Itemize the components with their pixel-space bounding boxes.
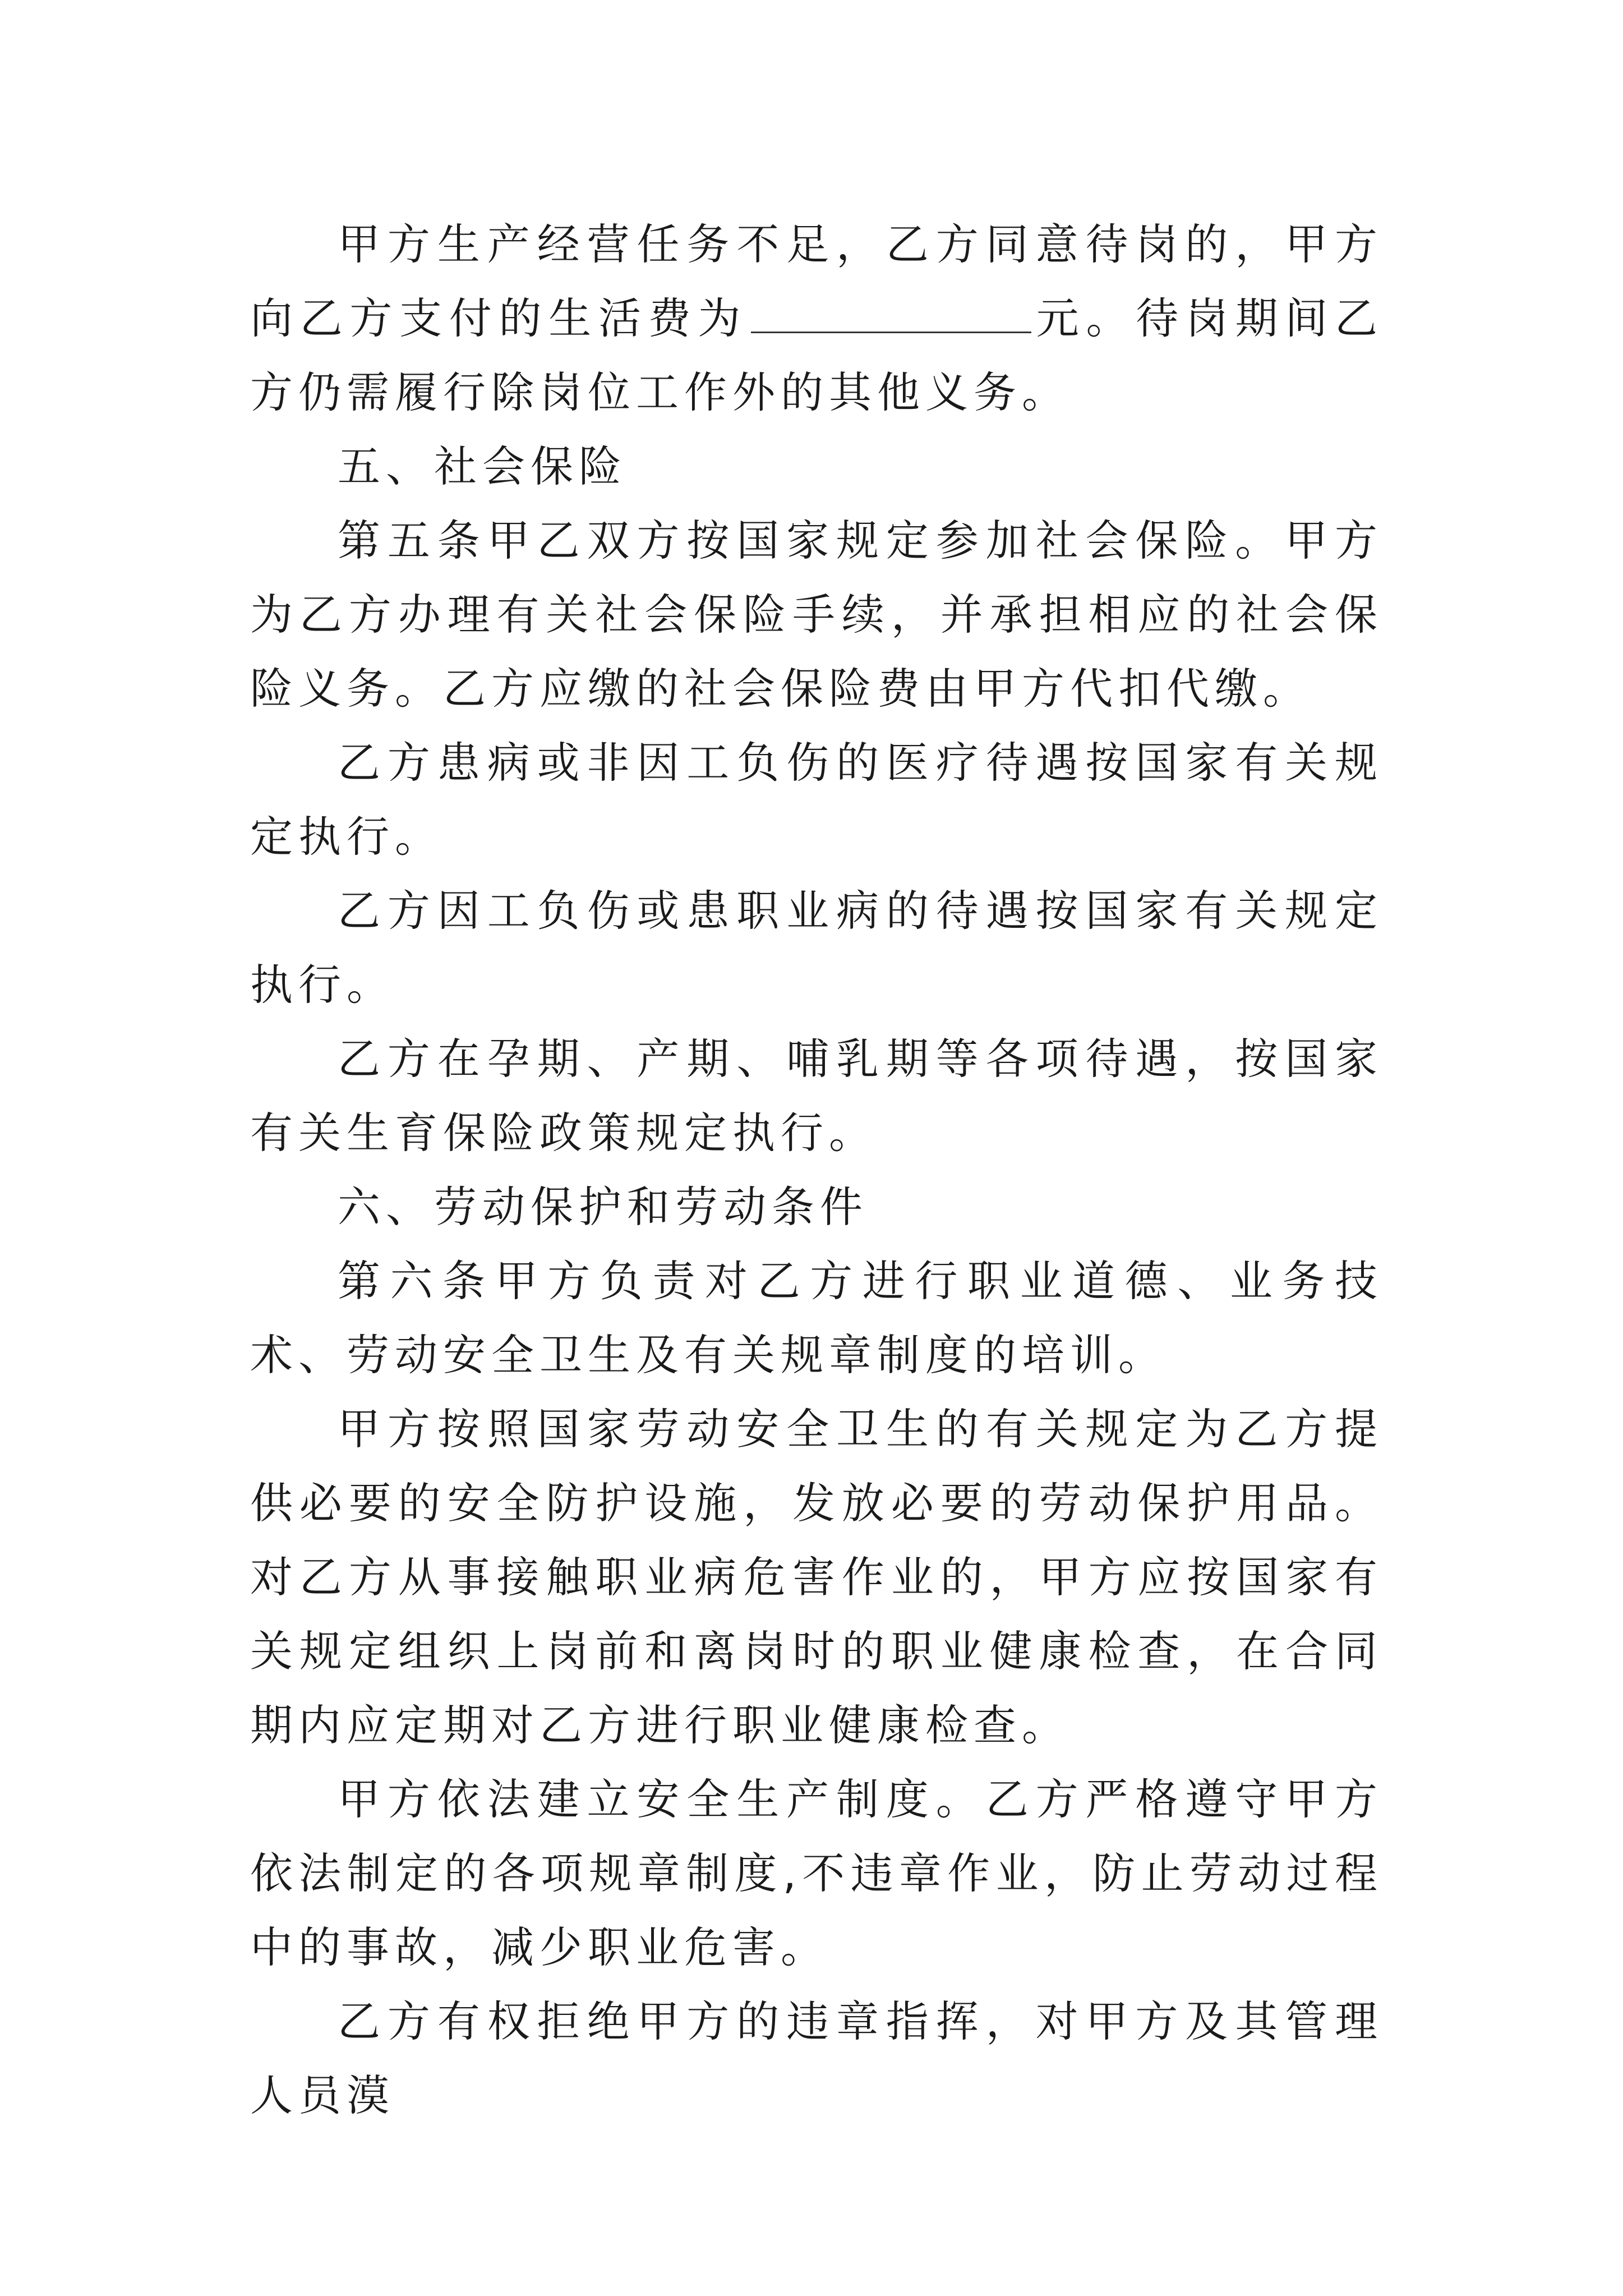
paragraph-text: 甲方生产经营任务不足，乙方同意待岗的，甲方向乙方支付的生活费为 bbox=[250, 219, 1383, 343]
paragraph-safety-system: 甲方依法建立安全生产制度。乙方严格遵守甲方依法制定的各项规章制度,不违章作业，防止劳动过程中的事故，减少职业危害。 bbox=[250, 1774, 1383, 1972]
paragraph-medical-treatment: 乙方患病或非因工负伤的医疗待遇按国家有关规定执行。 bbox=[250, 738, 1383, 862]
section-heading-social-insurance: 五、社会保险 bbox=[338, 441, 627, 491]
paragraph-safety-facilities: 甲方按照国家劳动安全卫生的有关规定为乙方提供必要的安全防护设施，发放必要的劳动保护用品。对乙方从事接触职业病危害作业的，甲方应按国家有关规定组织上岗前和离岗时的职业健康检查，在合同期内应定期对乙方进行职业健康检查。 bbox=[250, 1404, 1383, 1750]
paragraph-work-injury: 乙方因工负伤或患职业病的待遇按国家有关规定执行。 bbox=[250, 886, 1383, 1010]
document-body bbox=[250, 208, 1383, 2133]
paragraph-article-6: 第六条甲方负责对乙方进行职业道德、业务技术、劳动安全卫生及有关规章制度的培训。 bbox=[250, 1256, 1383, 1380]
paragraph-article-5: 第五条甲乙双方按国家规定参加社会保险。甲方为乙方办理有关社会保险手续，并承担相应的社会保险义务。乙方应缴的社会保险费由甲方代扣代缴。 bbox=[250, 516, 1383, 714]
paragraph-standby-pay bbox=[250, 208, 1383, 430]
section-heading-labor-protection: 六、劳动保护和劳动条件 bbox=[338, 1182, 868, 1232]
paragraph-maternity: 乙方在孕期、产期、哺乳期等各项待遇，按国家有关生育保险政策规定执行。 bbox=[250, 1034, 1383, 1158]
fill-in-blank bbox=[751, 298, 1031, 333]
paragraph-refuse-violation: 乙方有权拒绝甲方的违章指挥，对甲方及其管理人员漠 bbox=[250, 1996, 1383, 2120]
paragraph-text: 元。待岗期间乙方仍需履行除岗位工作外的其他义务。 bbox=[250, 293, 1384, 417]
